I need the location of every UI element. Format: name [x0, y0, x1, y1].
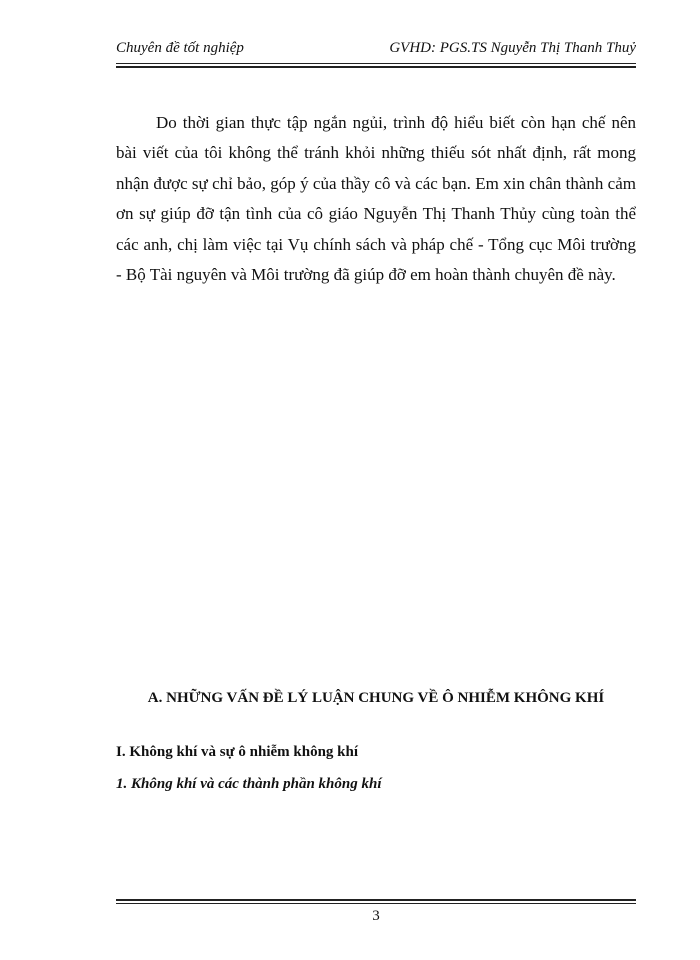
header-rule-thin — [116, 63, 636, 64]
header-document-type: Chuyên đề tốt nghiệp — [116, 40, 244, 56]
header-rule-thick — [116, 66, 636, 68]
page-header — [116, 40, 636, 60]
page-number: 3 — [372, 908, 380, 924]
subsection-heading: I. Không khí và sự ô nhiễm không khí — [116, 744, 359, 760]
subsubsection-heading: 1. Không khí và các thành phần không khí — [116, 776, 382, 792]
acknowledgement-paragraph: Do thời gian thực tập ngắn ngủi, trình độ hiểu biết còn hạn chế nên bài viết của tôi không thể tránh khỏi những thiếu sót nhất định, rất mong nhận được sự chỉ bảo, góp ý của thầy cô và các bạn. Em xin chân thành cảm ơn sự giúp đỡ tận tình của cô giáo Nguyễn Thị Thanh Thủy cùng toàn thể các anh, chị làm việc tại Vụ chính sách và pháp chế - Tổng cục Môi trường - Bộ Tài nguyên và Môi trường đã giúp đỡ em hoàn thành chuyên đề này. — [116, 113, 636, 285]
footer-rule-thick — [116, 899, 636, 901]
header-supervisor: GVHD: PGS.TS Nguyễn Thị Thanh Thuỷ — [389, 40, 636, 56]
section-heading: A. NHỮNG VẤN ĐỀ LÝ LUẬN CHUNG VỀ Ô NHIỄM KHÔNG KHÍ — [147, 690, 605, 706]
footer-rule-thin — [116, 903, 636, 904]
